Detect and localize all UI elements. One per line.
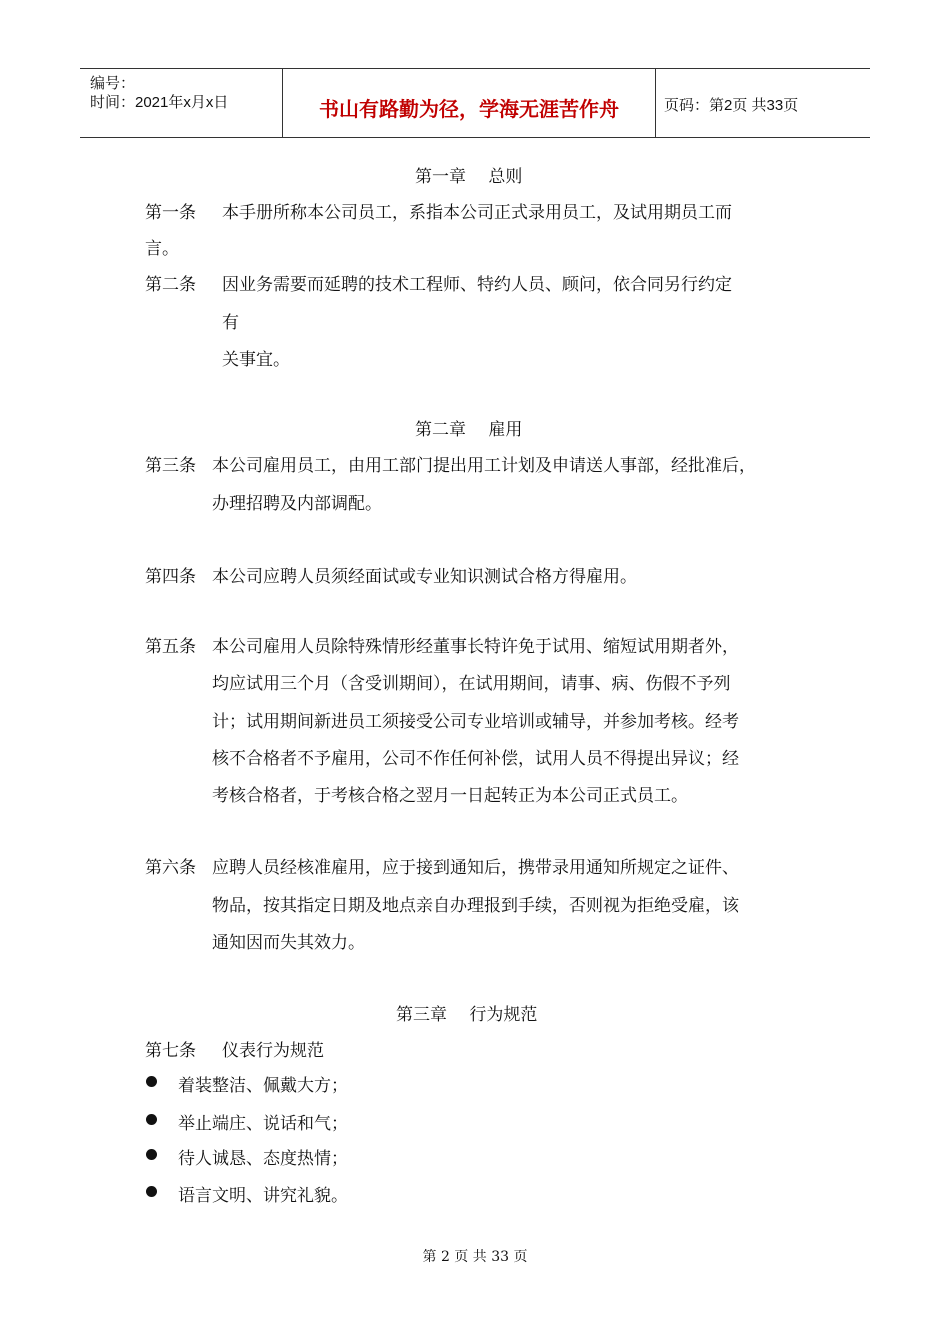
article-2-head: 第二条 xyxy=(145,275,196,295)
number-label: 编号： xyxy=(90,75,136,92)
article-3-line: 办理招聘及内部调配。 xyxy=(212,494,382,514)
header-table xyxy=(80,68,870,138)
bullet-item: 举止端庄、说话和气； xyxy=(178,1114,348,1134)
bullet-icon xyxy=(146,1114,157,1125)
chapter-2-title: 第二章 雇用 xyxy=(415,420,523,440)
header-cell-info xyxy=(80,69,283,137)
article-3-head: 第三条 xyxy=(145,456,196,476)
article-6-line: 应聘人员经核准雇用，应于接到通知后，携带录用通知所规定之证件、 xyxy=(212,858,739,878)
bullet-item: 语言文明、讲究礼貌。 xyxy=(178,1186,348,1206)
page-footer: 第 2 页 共 33 页 xyxy=(422,1249,528,1265)
motto: 书山有路勤为径，学海无涯苦作舟 xyxy=(319,99,619,121)
bullet-icon xyxy=(146,1186,157,1197)
article-1-line: 本手册所称本公司员工，系指本公司正式录用员工，及试用期员工而 xyxy=(222,203,732,223)
article-4-head: 第四条 xyxy=(145,567,196,587)
article-2-line: 因业务需要而延聘的技术工程师、特约人员、顾问，依合同另行约定 xyxy=(222,275,732,295)
article-3-line: 本公司雇用员工，由用工部门提出用工计划及申请送人事部，经批准后， xyxy=(212,456,756,476)
article-6-line: 物品，按其指定日期及地点亲自办理报到手续，否则视为拒绝受雇，该 xyxy=(212,896,739,916)
article-5-line: 考核合格者，于考核合格之翌月一日起转正为本公司正式员工。 xyxy=(212,786,688,806)
article-6-line: 通知因而失其效力。 xyxy=(212,933,365,953)
article-6-head: 第六条 xyxy=(145,858,196,878)
article-5-line: 核不合格者不予雇用，公司不作任何补偿，试用人员不得提出异议；经 xyxy=(212,749,739,769)
article-5-line: 本公司雇用人员除特殊情形经董事长特许免于试用、缩短试用期者外， xyxy=(212,637,739,657)
bullet-item: 待人诚恳、态度热情； xyxy=(178,1149,348,1169)
bullet-item: 着装整洁、佩戴大方； xyxy=(178,1076,348,1096)
article-1-line: 言。 xyxy=(145,239,179,259)
article-4-line: 本公司应聘人员须经面试或专业知识测试合格方得雇用。 xyxy=(212,567,637,587)
article-7-head: 第七条 xyxy=(145,1041,196,1061)
chapter-1-title: 第一章 总则 xyxy=(415,167,523,187)
page-label: 页码：第2页 共33页 xyxy=(664,97,799,114)
time-label: 时间：2021年x月x日 xyxy=(90,94,229,111)
bullet-icon xyxy=(146,1076,157,1087)
article-5-head: 第五条 xyxy=(145,637,196,657)
article-7-line: 仪表行为规范 xyxy=(222,1041,324,1061)
article-5-line: 计；试用期间新进员工须接受公司专业培训或辅导，并参加考核。经考 xyxy=(212,712,739,732)
article-1-head: 第一条 xyxy=(145,203,196,223)
article-5-line: 均应试用三个月（含受训期间），在试用期间，请事、病、伤假不予列 xyxy=(212,674,731,694)
article-2-line: 关事宜。 xyxy=(222,350,290,370)
chapter-3-title: 第三章 行为规范 xyxy=(396,1005,538,1025)
header-cell-page xyxy=(656,69,870,137)
bullet-icon xyxy=(146,1149,157,1160)
article-2-line: 有 xyxy=(222,313,239,333)
header-cell-motto xyxy=(283,69,656,137)
